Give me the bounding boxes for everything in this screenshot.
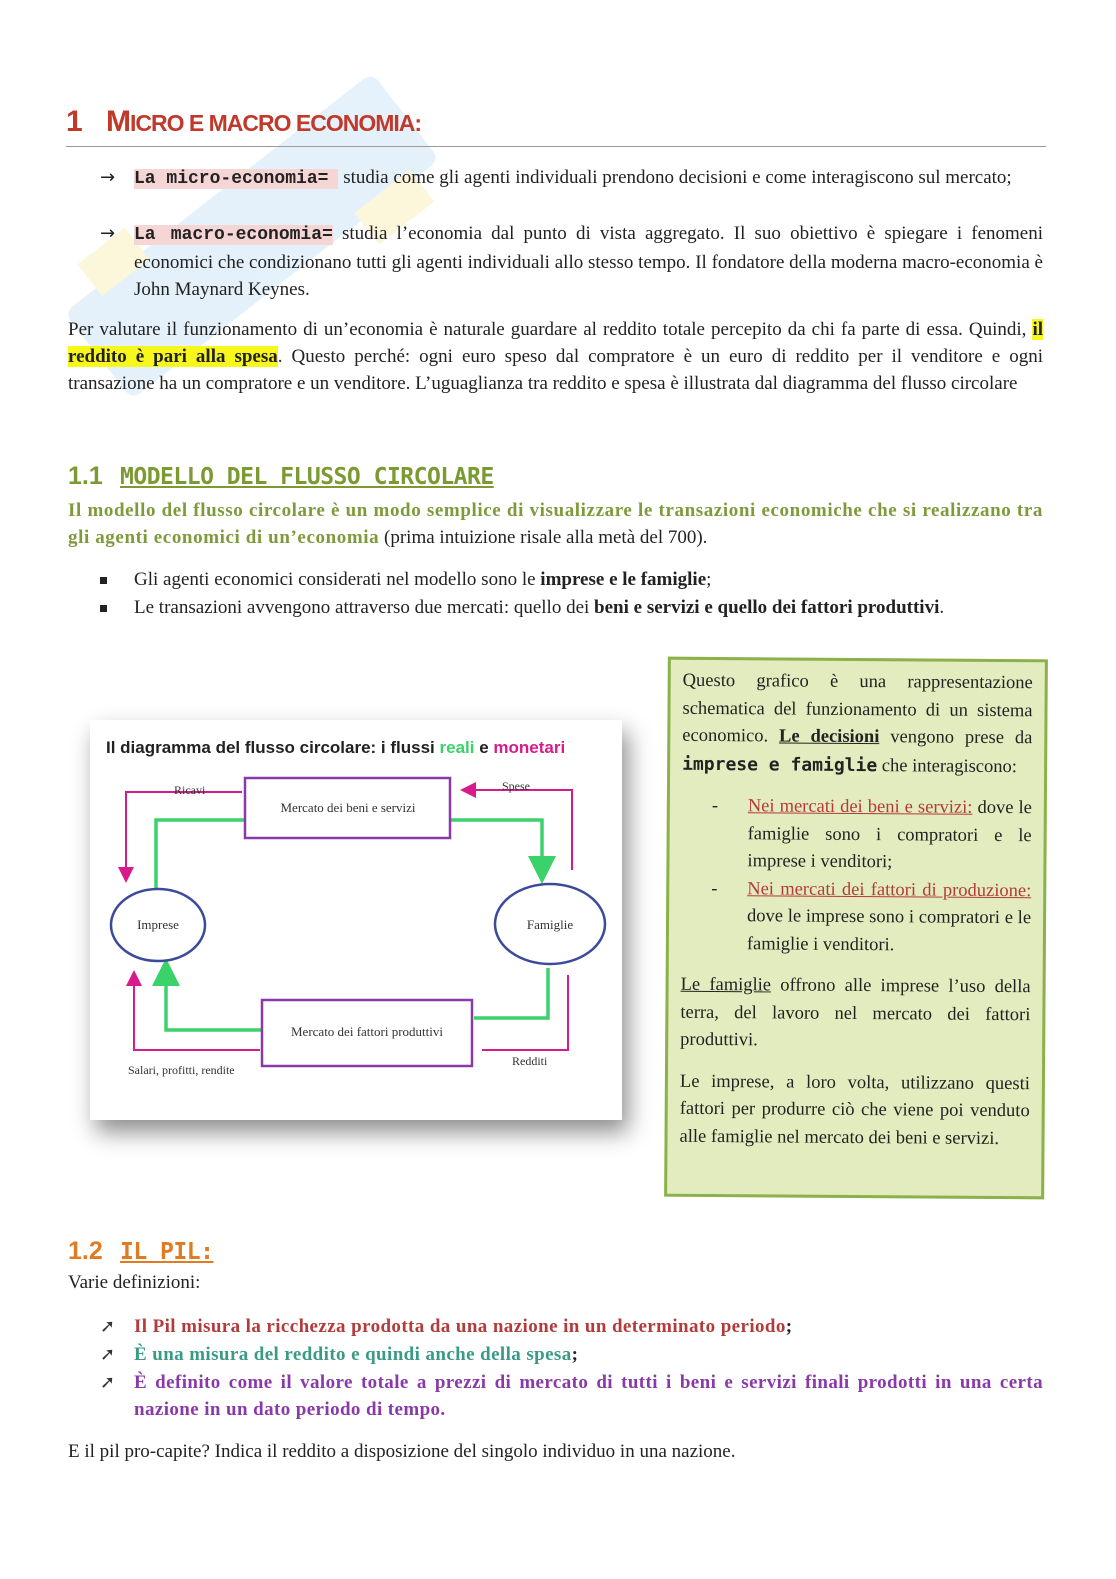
pil-definition-3 bbox=[100, 1369, 1043, 1423]
bullet-icon bbox=[100, 577, 107, 584]
model-note: (prima intuizione risale alla metà del 700). bbox=[379, 527, 708, 548]
pointing-arrow-icon: ➚ bbox=[100, 1372, 116, 1393]
bullet-item-agents bbox=[100, 566, 1043, 593]
pil-procapite: E il pil pro-capite? Indica il reddito a disposizione del singolo individuo in una nazione. bbox=[68, 1441, 736, 1462]
label-redditi: Redditi bbox=[512, 1054, 548, 1068]
bullet-item-markets bbox=[100, 594, 1043, 621]
micro-definition bbox=[100, 164, 1043, 193]
flow-ricavi-line bbox=[126, 792, 242, 875]
sidebox-paragraph-3: Le imprese, a loro volta, utilizzano questi fattori per produrre ciò che viene poi venduto alle famiglie nel mercato dei beni e servizi. bbox=[679, 1071, 1030, 1149]
section-heading-1-1 bbox=[68, 459, 494, 494]
section-heading-1-2 bbox=[68, 1234, 213, 1269]
bullet-end: . bbox=[939, 597, 945, 618]
arrow-icon: → bbox=[100, 167, 116, 188]
bullet-bold: beni e servizi e quello dei fattori produttivi bbox=[594, 597, 940, 618]
pointing-arrow-icon: ➚ bbox=[100, 1316, 116, 1337]
figure-title-and: e bbox=[474, 738, 494, 757]
bullet-text: Gli agenti economici considerati nel modello sono le bbox=[134, 569, 541, 590]
label-salari: Salari, profitti, rendite bbox=[128, 1063, 235, 1077]
sidebox-paragraph-2 bbox=[680, 972, 1031, 1057]
heading-number: 1 bbox=[66, 105, 82, 138]
bullet-icon bbox=[100, 605, 107, 612]
macro-definition bbox=[100, 220, 1043, 303]
flow-spese-line bbox=[468, 790, 572, 870]
sidebox-famiglie: Le famiglie bbox=[680, 974, 772, 996]
sidebox-item-label: Nei mercati dei beni e servizi: bbox=[747, 796, 973, 818]
pil-definition-end: ; bbox=[785, 1316, 793, 1337]
label-famiglie: Famiglie bbox=[526, 917, 574, 932]
sidebox-decisioni: Le decisioni bbox=[778, 726, 880, 748]
pil-intro: Varie definizioni: bbox=[68, 1272, 201, 1293]
pil-definition-text: Il Pil misura la ricchezza prodotta da una nazione in un determinato periodo bbox=[134, 1316, 786, 1337]
intro-text-1: Per valutare il funzionamento di un’economia è naturale guardare al reddito totale percepito da chi fa parte di essa. Quindi, bbox=[68, 319, 1033, 340]
flow-salari-line bbox=[134, 978, 260, 1050]
flow-real-top-left bbox=[156, 820, 245, 890]
flow-redditi-line bbox=[482, 975, 568, 1050]
figure-title-reali: reali bbox=[439, 738, 475, 757]
figure-title-main: Il diagramma del flusso circolare: i flussi bbox=[106, 738, 440, 757]
sidebox-imprese-famiglie: imprese e famiglie bbox=[682, 753, 878, 776]
circular-flow-diagram bbox=[90, 720, 622, 1120]
dash-icon: - bbox=[711, 878, 718, 899]
sidebox-text: offrono alle imprese l’uso della terra, del lavoro nel mercato dei fattori produttivi. bbox=[680, 975, 1031, 1051]
bullet-end: ; bbox=[706, 569, 712, 590]
sidebox-item-label: Nei mercati dei fattori di produzione: bbox=[747, 878, 1032, 901]
pil-definition-2 bbox=[100, 1341, 1043, 1368]
bullet-bold: imprese e le famiglie bbox=[540, 569, 707, 590]
sidebox-text: che interagiscono: bbox=[877, 755, 1018, 777]
intro-paragraph bbox=[68, 316, 1043, 397]
heading-title: IL PIL: bbox=[120, 1239, 214, 1265]
intro-text-2: . Questo perché: ogni euro speso dal compratore è un euro di reddito per il venditore e ogni transazione ha un compratore e un venditore. L’uguaglianza tra reddito e spesa è illustrata dal diagramma del flusso circolare bbox=[68, 346, 1043, 394]
model-paragraph bbox=[68, 497, 1043, 551]
heading-number: 1.2 bbox=[68, 1237, 103, 1265]
pil-definition-text: È definito come il valore totale a prezzi di mercato di tutti i beni e servizi finali prodotti in una certa nazione in un dato periodo di tempo. bbox=[134, 1372, 1043, 1420]
model-definition: Il modello del flusso circolare è un modo semplice di visualizzare le transazioni economiche che si realizzano tra gli agenti economici di un’economia bbox=[68, 500, 1043, 548]
pil-definition-1 bbox=[100, 1313, 1043, 1340]
flow-real-bottom-right bbox=[474, 968, 548, 1018]
label-ricavi: Ricavi bbox=[174, 783, 206, 797]
label-imprese: Imprese bbox=[137, 917, 179, 932]
sidebox-item-text: dove le famiglie sono i compratori e le imprese i venditori; bbox=[747, 797, 1032, 873]
sidebox-item-text: dove le imprese sono i compratori e le famiglie i venditori. bbox=[746, 906, 1032, 955]
sidebox-text: vengono prese da bbox=[879, 727, 1033, 749]
label-mercato-beni: Mercato dei beni e servizi bbox=[280, 800, 416, 815]
explanation-box bbox=[664, 657, 1048, 1200]
sidebox-item-fattori bbox=[681, 875, 1032, 960]
macro-text: studia l’economia dal punto di vista aggregato. Il suo obiettivo è spiegare i fenomeni economici che condizionano tutti gli agenti individuali allo stesso tempo. Il fondatore della moderna macro-economia è John Maynard Keynes. bbox=[134, 223, 1043, 300]
sidebox-paragraph-1 bbox=[682, 668, 1033, 781]
heading-title-rest: ICRO E MACRO ECONOMIA: bbox=[130, 110, 422, 136]
micro-text: studia come gli agenti individuali prendono decisioni e come interagiscono sul mercato; bbox=[338, 167, 1012, 188]
heading-title: MODELLO DEL FLUSSO CIRCOLARE bbox=[120, 464, 494, 490]
bullet-text: Le transazioni avvengono attraverso due mercati: quello dei bbox=[134, 597, 595, 618]
micro-term: La micro-economia= bbox=[134, 169, 338, 189]
flow-real-top-right bbox=[450, 820, 542, 870]
sidebox-text: Questo grafico è una rappresentazione schematica del funzionamento di un sistema economico. bbox=[682, 670, 1033, 747]
dash-icon: - bbox=[711, 795, 719, 817]
pil-definition-text: È una misura del reddito e quindi anche della spesa bbox=[134, 1344, 572, 1365]
macro-term: La macro-economia= bbox=[134, 225, 333, 245]
pointing-arrow-icon: ➚ bbox=[100, 1344, 116, 1365]
heading-number: 1.1 bbox=[68, 462, 103, 490]
heading-title-initial: M bbox=[106, 105, 130, 138]
arrow-icon: → bbox=[100, 223, 116, 244]
section-heading-1 bbox=[66, 100, 1046, 147]
sidebox-item-beni bbox=[681, 793, 1032, 878]
pil-definition-end: ; bbox=[571, 1344, 579, 1365]
figure-title-monetari: monetari bbox=[493, 738, 566, 757]
highlight-reddito-spesa: il reddito è pari alla spesa bbox=[68, 319, 1043, 367]
label-mercato-fattori: Mercato dei fattori produttivi bbox=[291, 1024, 443, 1039]
label-spese: Spese bbox=[502, 779, 530, 793]
flow-real-bottom-left bbox=[166, 972, 262, 1030]
circular-flow-figure bbox=[90, 720, 622, 1120]
